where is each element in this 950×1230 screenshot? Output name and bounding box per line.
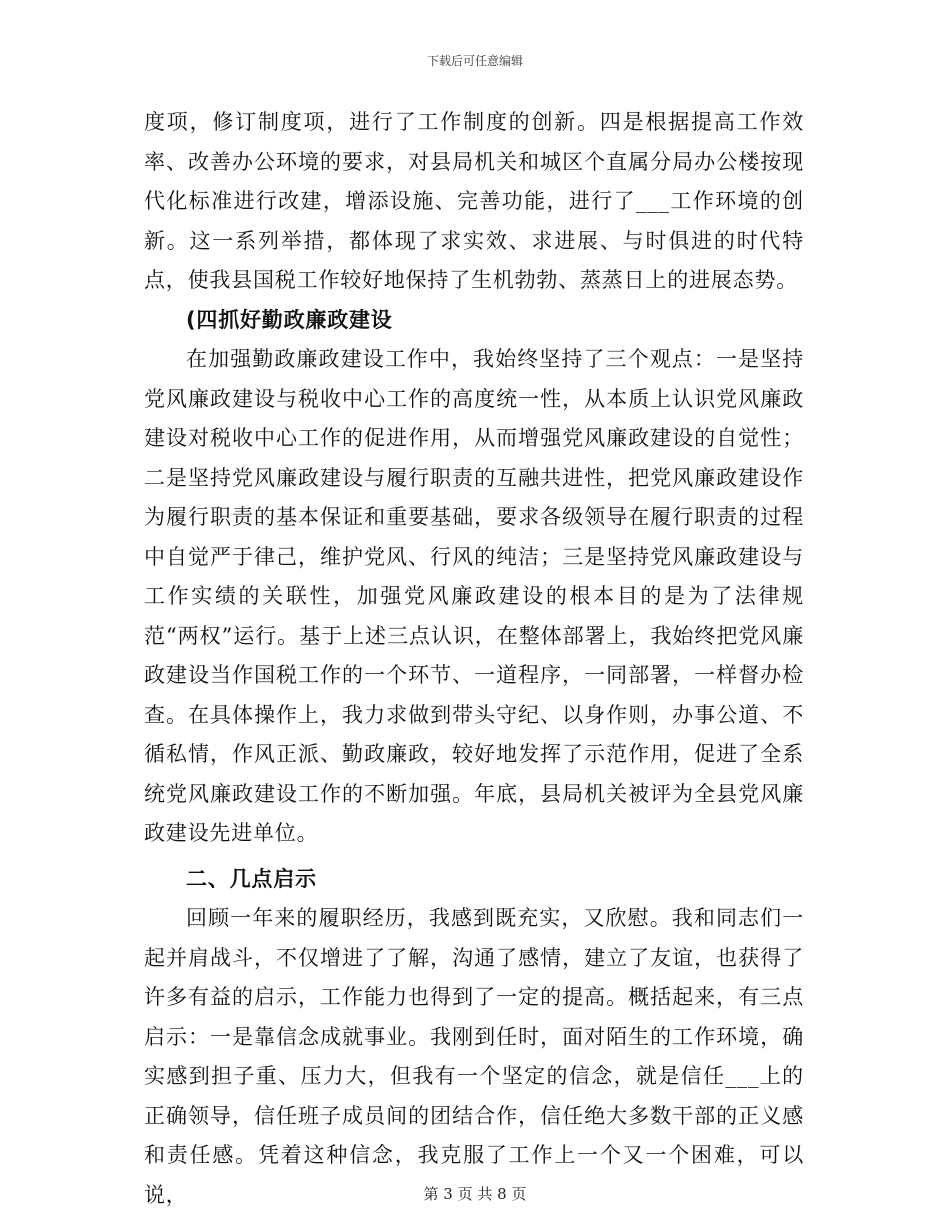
- paragraph-anti-corruption: 在加强勤政廉政建设工作中，我始终坚持了三个观点：一是坚持党风廉政建设与税收中心工作的高度统一性，从本质上认识党风廉政建设对税收中心工作的促进作用，从而增强党风廉政建设的自觉性；二是坚持党风廉政建设与履行职责的互融共进性，把党风廉政建设作为履行职责的基本保证和重要基础，要求各级领导在履行职责的过程中自觉严于律己，维护党风、行风的纯洁；三是坚持党风廉政建设与工作实绩的关联性，加强党风廉政建设的根本目的是为了法律规范“两权”运行。基于上述三点认识，在整体部署上，我始终把党风廉政建设当作国税工作的一个环节、一道程序，一同部署，一样督办检查。在具体操作上，我力求做到带头守纪、以身作则，办事公道、不循私情，作风正派、勤政廉政，较好地发挥了示范作用，促进了全系统党风廉政建设工作的不断加强。年底，县局机关被评为全县党风廉政建设先进单位。: [144, 347, 804, 845]
- paragraph-insights: 回顾一年来的履职经历，我感到既充实，又欣慰。我和同志们一起并肩战斗，不仅增进了了解，沟通了感情，建立了友谊，也获得了许多有益的启示，工作能力也得到了一定的提高。概括起来，有三点启示：一是靠信念成就事业。我刚到任时，面对陌生的工作环境，确实感到担子重、压力大，但我有一个坚定的信念，就是信任___上的正确领导，信任班子成员间的团结合作，信任绝大多数干部的正义感和责任感。凭着这种信念，我克服了工作上一个又一个困难，可以说，: [144, 906, 804, 1207]
- section-heading-anti-corruption: (四抓好勤政廉政建设: [186, 307, 393, 332]
- section-heading-insights: 二、几点启示: [186, 866, 317, 891]
- page-header: 下载后可任意编辑: [426, 54, 523, 68]
- document-body: [144, 103, 804, 1215]
- page-footer: 第 3 页 共 8 页: [423, 1185, 527, 1203]
- paragraph-intro: 度项，修订制度项，进行了工作制度的创新。四是根据提高工作效率、改善办公环境的要求，对县局机关和城区个直属分局办公楼按现代化标准进行改建，增添设施、完善功能，进行了___工作环境的创新。这一系列举措，都体现了求实效、求进展、与时俱进的时代特点，使我县国税工作较好地保持了生机勃勃、蒸蒸日上的进展态势。: [144, 110, 804, 292]
